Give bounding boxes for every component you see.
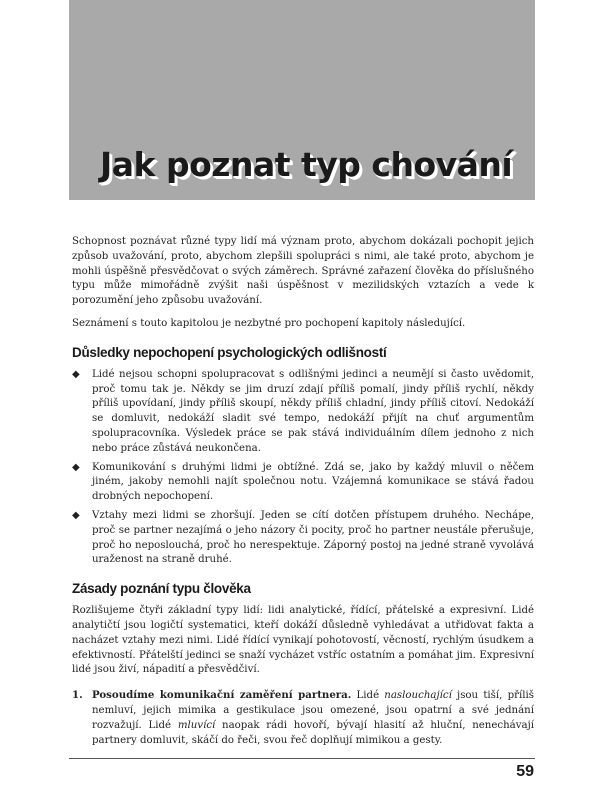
- diamond-bullet-icon: ◆: [72, 461, 80, 473]
- numbered-item: [72, 688, 534, 748]
- page-number: 59: [516, 763, 534, 780]
- footer-divider: [69, 758, 535, 759]
- principles-numbered-list: [72, 688, 534, 748]
- item-term: mluvící: [177, 719, 216, 731]
- list-item: [72, 461, 534, 505]
- list-item-text: Vztahy mezi lidmi se zhoršují. Jeden se cítí dotčen přístupem druhého. Nechápe, proč se partner nezajímá o jeho názory či pocity, proč ho partner neustále přerušuje, proč ho neposlouchá, proč ho nerespektuje. Záporný postoj na jedné straně vyvolává uraženost na straně druhé.: [92, 509, 534, 566]
- item-lead: Posoudíme komunikační zaměření partnera.: [92, 689, 352, 702]
- diamond-bullet-icon: ◆: [72, 368, 80, 380]
- consequences-list: [72, 368, 534, 568]
- diamond-bullet-icon: ◆: [72, 509, 80, 521]
- list-item: [72, 368, 534, 457]
- list-item-text: Komunikování s druhými lidmi je obtížné. Zdá se, jako by každý mluvil o něčem jiném, jakoby nemohli najít společnou notu. Vzájemná komunikace se stává řadou drobných nepochopení.: [92, 461, 534, 503]
- item-text: naopak rádi hovoří, bývají hlasití až hluční, nenechávají partnery domluvit, skáčí do řeči, svou řeč doplňují mimikou a gesty.: [92, 719, 534, 746]
- item-number: 1.: [72, 689, 83, 702]
- section-heading-principles: Zásady poznání typu člověka: [72, 581, 251, 597]
- section-heading-consequences: Důsledky nepochopení psychologických odlišností: [72, 344, 387, 360]
- list-item-text: Lidé nejsou schopni spolupracovat s odlišnými jedinci a neumějí si často uvědomit, proč tomu tak je. Někdy se jim druzí zdají příliš pomalí, jindy příliš rychlí, někdy příliš upovídaní, jindy příliš skoupí, někdy příliš chladní, jindy příliš citoví. Nedokáží se domluvit, nedokáží sladit své tempo, nedokáží přijít na chuť argumentům spolupracovníka. Výsledek práce se pak stává individuálním dílem jednoho z nich nebo práce zůstává neukončena.: [92, 368, 534, 454]
- intro-paragraph-2: Seznámení s touto kapitolou je nezbytné pro pochopení kapitoly následující.: [72, 317, 466, 329]
- list-item: [72, 509, 534, 568]
- intro-paragraph-1: Schopnost poznávat různé typy lidí má význam proto, abychom dokázali pochopit jejich způsob uvažování, proto, abychom zlepšili spolupráci s nimi, ale také proto, abychom je mohli úspěšně přesvědčovat o svých záměrech. Správné zařazení člověka do příslušného typu může mimořádně zvýšit naši úspěšnost v mezilidských vztazích a vede k porozumění jeho způsobu uvažování.: [72, 236, 534, 307]
- page-content: [72, 235, 534, 748]
- item-term: naslouchající: [384, 690, 452, 702]
- principles-paragraph: Rozlišujeme čtyři základní typy lidí: lidi analytické, řídící, přátelské a expresivní. Lidé analytičtí jsou logičtí systematici, kteří dokáží důsledně vyhledávat a utřiďovat fakta a nacházet vztahy mezi nimi. Lidé řídící vynikají pohotovostí, věcností, rychlým úsudkem a efektivností. Přátelští jedinci se snaží vycházet vstříc ostatním a pomáhat jim. Expresivní lidé jsou živí, nápadití a přesvědčiví.: [72, 605, 534, 676]
- chapter-title: Jak poznat typ chování: [100, 145, 513, 184]
- item-text: Lidé: [351, 690, 385, 702]
- item-text: jsou tiší, příliš nemluví, jejich mimika a gestikulace jsou omezené, jsou opatrní a své jednání rozvažují. Lidé: [92, 690, 534, 731]
